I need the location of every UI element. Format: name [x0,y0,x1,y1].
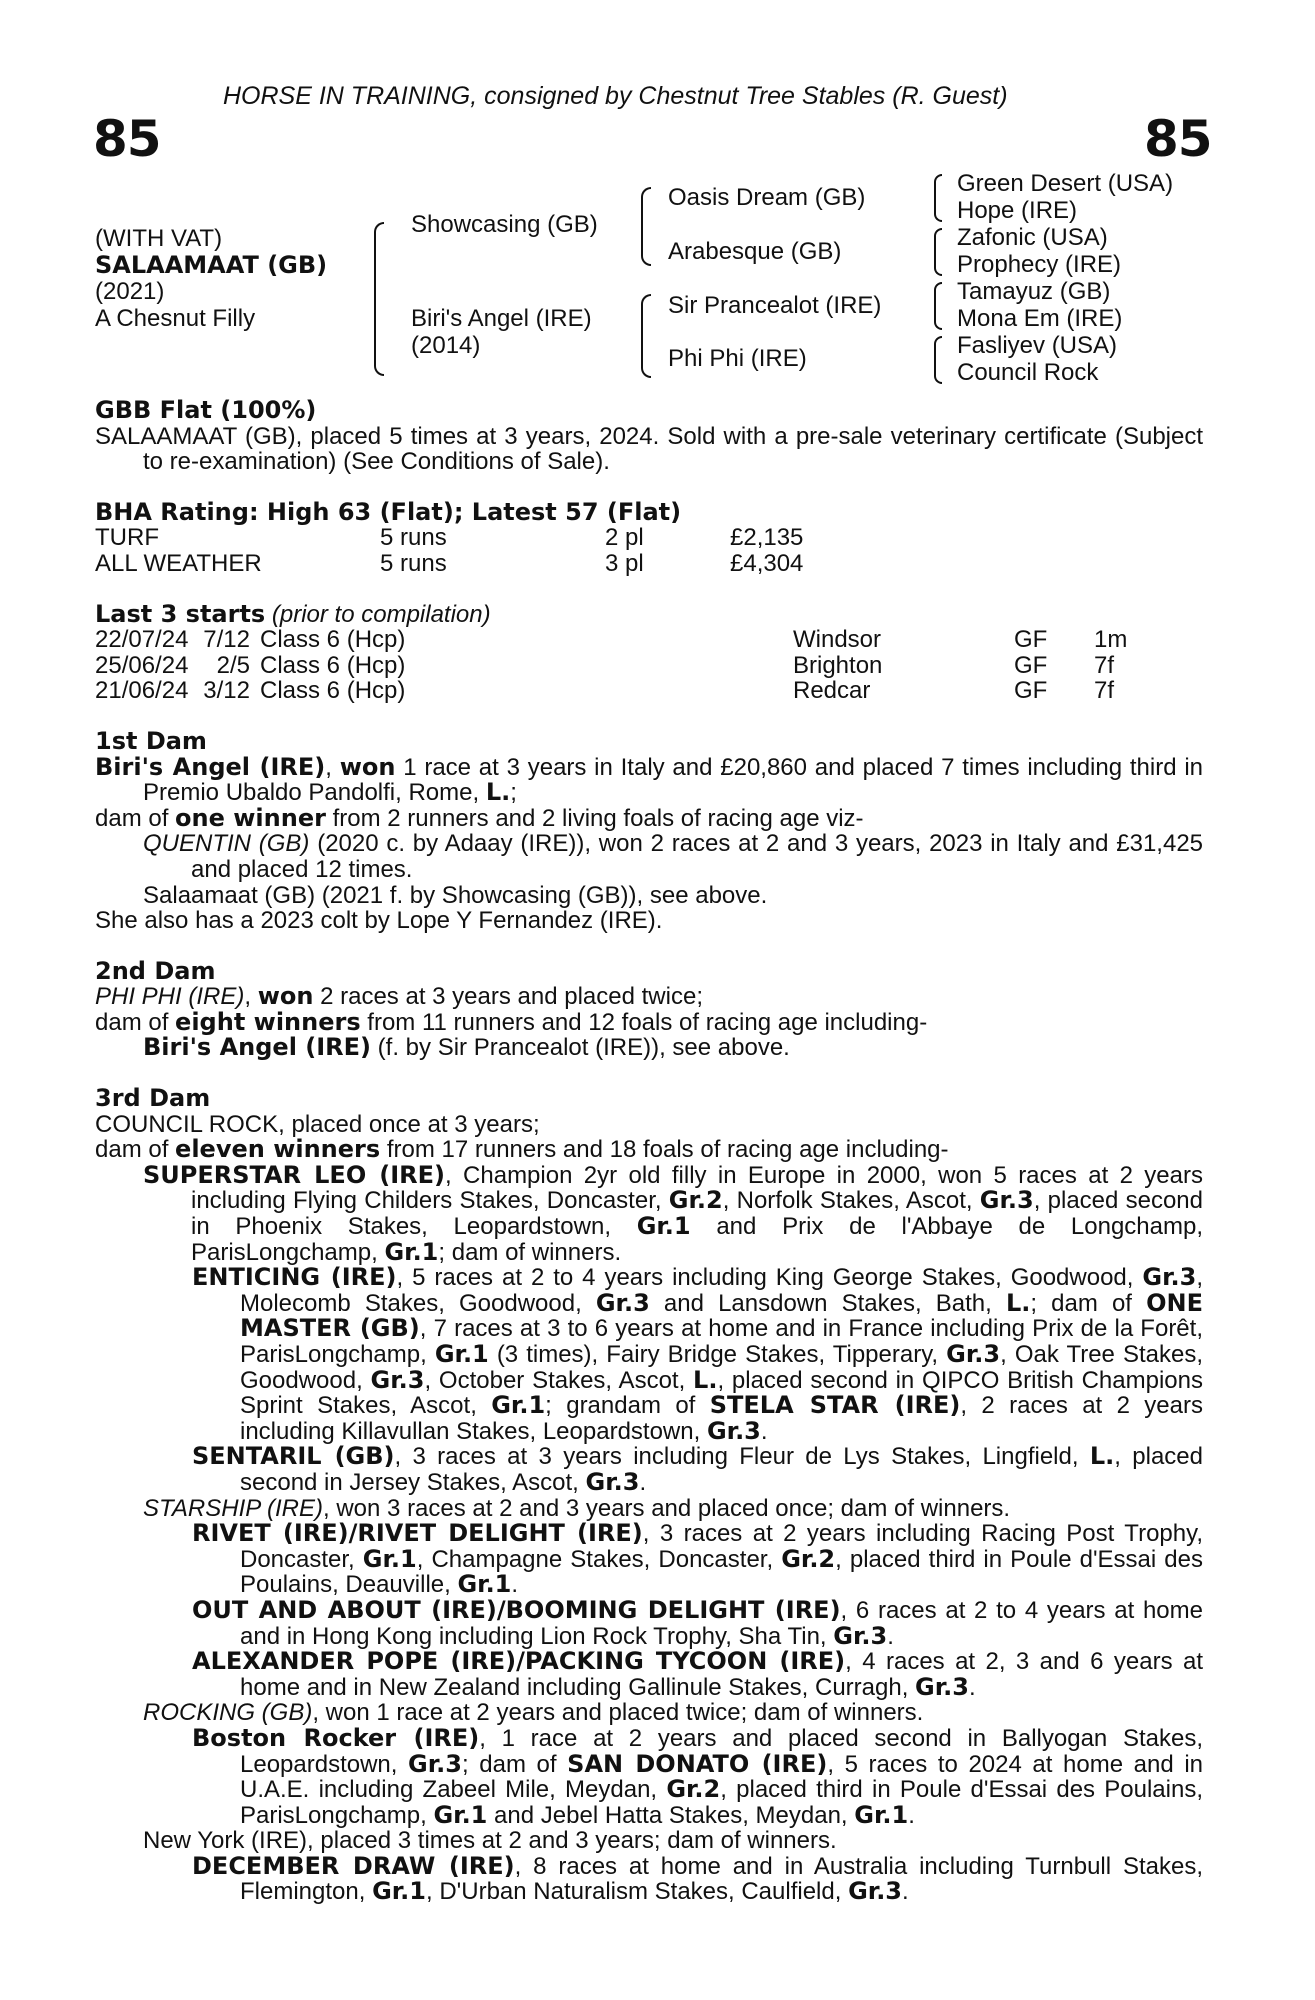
gen3-ancestor: Tamayuz (GB) [957,278,1111,305]
second-dam-record: PHI PHI (IRE), won 2 races at 3 years and placed twice; [95,982,703,1011]
first-dam-record: Biri's Angel (IRE), won 1 race at 3 years in Italy and £20,860 and placed 7 times including third in Premio Ubaldo Pandolfi, Rome, L.; [95,752,1203,807]
produce-entry: New York (IRE), placed 3 times at 2 and 3 years; dam of winners. [143,1827,837,1855]
last-starts-heading: Last 3 starts (prior to compilation) [95,599,491,628]
second-dam-heading: 2nd Dam [95,956,216,985]
ratings-table [95,525,803,576]
dam-sire: Sir Prancealot (IRE) [668,292,882,319]
table-row: ALL WEATHER 5 runs 3 pl £4,304 [95,549,804,577]
vat-note: (WITH VAT) [95,225,223,252]
horse-description: A Chesnut Filly [95,305,256,332]
first-dam-heading: 1st Dam [95,726,207,755]
gen3-ancestor: Fasliyev (USA) [957,332,1118,359]
second-dam-produce-summary: dam of eight winners from 11 runners and 12 foals of racing age including- [95,1007,928,1036]
sire: Showcasing (GB) [411,211,598,238]
first-dam-produce-summary: dam of one winner from 2 runners and 2 living foals of racing age viz- [95,803,864,832]
table-row: 21/06/24 3/12 Class 6 (Hcp) Redcar GF 7f [95,677,1115,705]
intro-paragraph: SALAAMAAT (GB), placed 5 times at 3 years, 2024. Sold with a pre-sale veterinary certificate (Subject to re-examination) (See Conditions of Sale). [95,422,1204,476]
produce-entry: ENTICING (IRE), 5 races at 2 to 4 years including King George Stakes, Goodwood, Gr.3, Molecomb Stakes, Goodwood, Gr.3 and Lansdown Stakes, Bath, L.; dam of ONE MASTER (GB), 7 races at 3 to 6 years at home and in France including Prix de la Forêt, ParisLongchamp, Gr.1 (3 times), Fairy Bridge Stakes, Tipperary, Gr.3, Oak Tree Stakes, Goodwood, Gr.3, October Stakes, Ascot, L., placed second in QIPCO British Champions Sprint Stakes, Ascot, Gr.1; grandam of STELA STAR (IRE), 2 races at 2 years including Killavullan Stakes, Leopardstown, Gr.3. [192,1263,1203,1445]
gen3-brace-4 [934,336,942,384]
third-dam-heading: 3rd Dam [95,1084,211,1113]
dam-brace [641,294,651,378]
pedigree-brace [374,222,384,376]
table-row: TURF 5 runs 2 pl £2,135 [95,524,804,552]
gen3-brace-1 [934,174,942,222]
gen3-brace-3 [934,282,942,330]
horse-year: (2021) [95,278,165,305]
dam-dam: Phi Phi (IRE) [668,345,807,372]
catalogue-body [95,398,1203,1905]
lot-number-right: 85 [1144,110,1212,168]
produce-entry: QUENTIN (GB) (2020 c. by Adaay (IRE)), won 2 races at 2 and 3 years, 2023 in Italy and £31,425 and placed 12 times. [143,830,1204,883]
last-starts-table [95,627,1127,704]
produce-entry: Boston Rocker (IRE), 1 race at 2 years and placed second in Ballyogan Stakes, Leopardstown, Gr.3; dam of SAN DONATO (IRE), 5 races to 2024 at home and in U.A.E. including Zabeel Mile, Meydan, Gr.2, placed third in Poule d'Essai des Poulains, ParisLongchamp, Gr.1 and Jebel Hatta Stakes, Meydan, Gr.1. [192,1723,1204,1829]
produce-entry: ALEXANDER POPE (IRE)/PACKING TYCOON (IRE), 4 races at 2, 3 and 6 years at home and in New Zealand including Gallinule Stakes, Curragh, Gr.3. [192,1647,1204,1701]
produce-note: She also has a 2023 colt by Lope Y Fernandez (IRE). [95,907,663,935]
produce-entry: DECEMBER DRAW (IRE), 8 races at home and in Australia including Turnbull Stakes, Flemington, Gr.1, D'Urban Naturalism Stakes, Caulfield, Gr.3. [192,1851,1203,1906]
table-row: 25/06/24 2/5 Class 6 (Hcp) Brighton GF 7f [95,651,1115,679]
gbb-status: GBB Flat (100%) [95,396,317,424]
dam: Biri's Angel (IRE) [411,305,592,332]
produce-entry: RIVET (IRE)/RIVET DELIGHT (IRE), 3 races at 2 years including Racing Post Trophy, Doncaster, Gr.1, Champagne Stakes, Doncaster, Gr.2, placed third in Poule d'Essai des Poulains, Deauville, Gr.1. [192,1519,1203,1599]
table-row: 22/07/24 7/12 Class 6 (Hcp) Windsor GF 1m [95,626,1128,654]
gen3-ancestor: Prophecy (IRE) [957,251,1122,278]
produce-entry: SENTARIL (GB), 3 races at 3 years including Fleur de Lys Stakes, Lingfield, L., placed second in Jersey Stakes, Ascot, Gr.3. [192,1442,1203,1496]
produce-entry: OUT AND ABOUT (IRE)/BOOMING DELIGHT (IRE), 6 races at 2 to 4 years at home and in Hong Kong including Lion Rock Trophy, Sha Tin, Gr.3. [192,1595,1203,1650]
sire-dam: Arabesque (GB) [668,238,842,265]
produce-entry: Salaamaat (GB) (2021 f. by Showcasing (GB)), see above. [143,881,768,909]
produce-entry: Biri's Angel (IRE) (f. by Sir Prancealot (IRE)), see above. [143,1033,790,1062]
produce-entry: ROCKING (GB), won 1 race at 2 years and placed twice; dam of winners. [143,1699,924,1727]
sire-sire: Oasis Dream (GB) [668,184,866,211]
gen3-ancestor: Hope (IRE) [957,197,1078,224]
horse-name: SALAAMAAT (GB) [95,251,328,279]
dam-year: (2014) [411,332,481,359]
third-dam-produce-summary: dam of eleven winners from 17 runners and 18 foals of racing age including- [95,1135,949,1164]
bha-rating-heading: BHA Rating: High 63 (Flat); Latest 57 (Flat) [95,497,682,526]
gen3-ancestor: Council Rock [957,359,1099,386]
gen3-brace-2 [934,228,942,276]
gen3-ancestor: Mona Em (IRE) [957,305,1123,332]
produce-entry: STARSHIP (IRE), won 3 races at 2 and 3 years and placed once; dam of winners. [143,1494,1011,1522]
sire-brace [641,187,651,266]
lot-number-left: 85 [93,110,161,168]
gen3-ancestor: Green Desert (USA) [957,170,1174,197]
third-dam-record: COUNCIL ROCK, placed once at 3 years; [95,1110,540,1138]
produce-entry: SUPERSTAR LEO (IRE), Champion 2yr old filly in Europe in 2000, won 5 races at 2 years including Flying Childers Stakes, Doncaster, Gr.2, Norfolk Stakes, Ascot, Gr.3, placed second in Phoenix Stakes, Leopardstown, Gr.1 and Prix de l'Abbaye de Longchamp, ParisLongchamp, Gr.1; dam of winners. [143,1160,1204,1266]
gen3-ancestor: Zafonic (USA) [957,224,1108,251]
catalogue-header: HORSE IN TRAINING, consigned by Chestnut Tree Stables (R. Guest) [223,82,1008,110]
